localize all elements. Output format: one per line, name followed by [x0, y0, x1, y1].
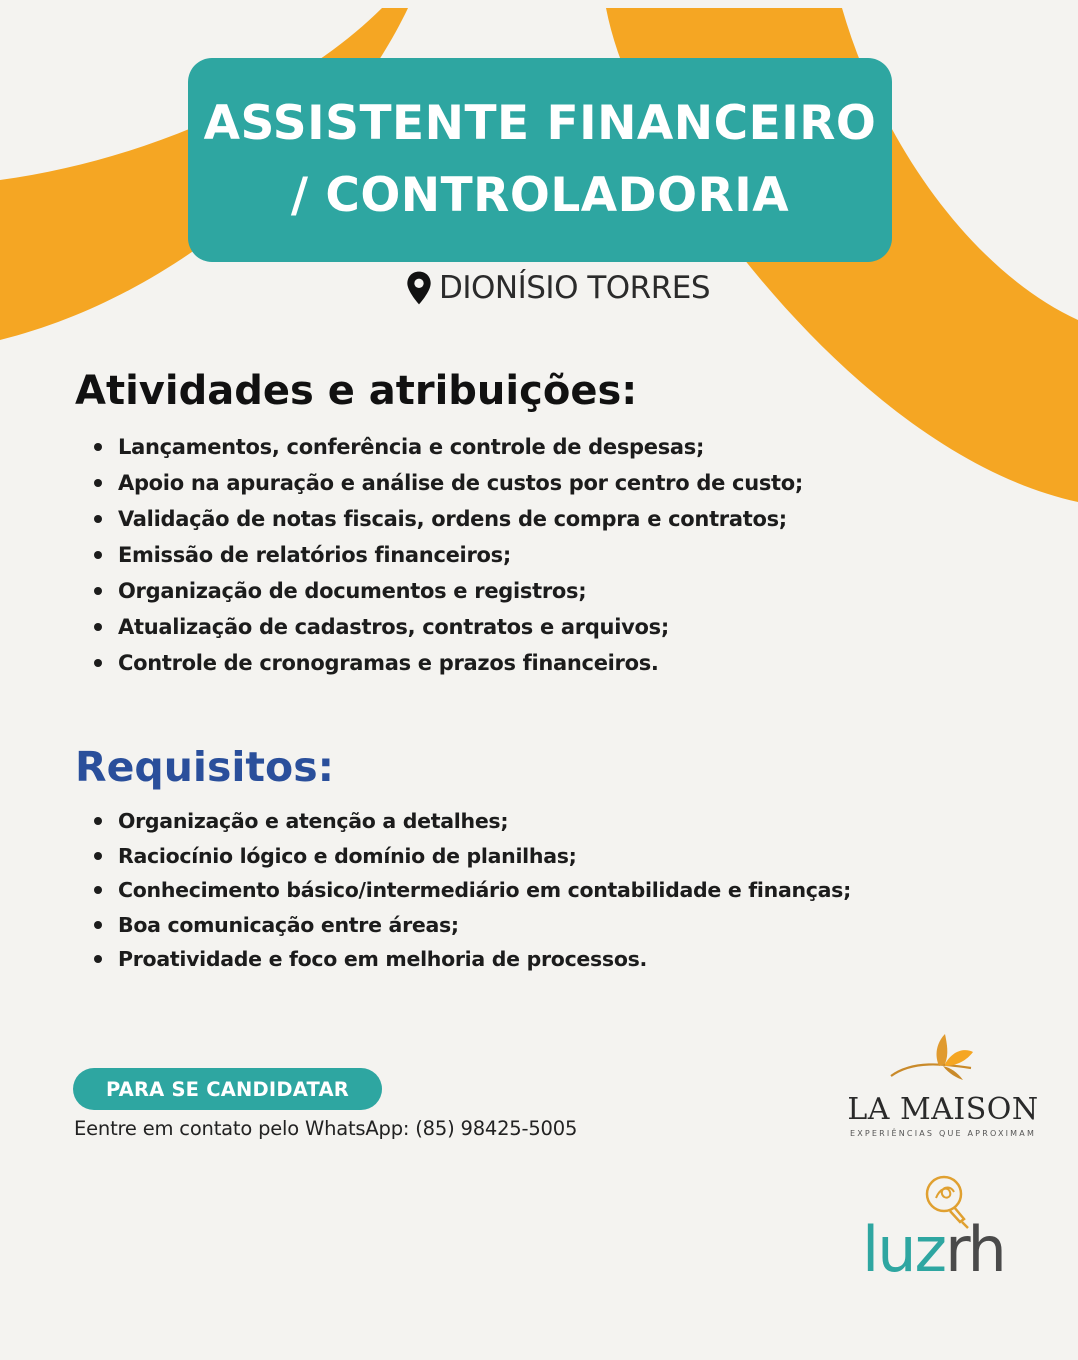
job-title-banner	[188, 58, 892, 262]
job-title-line-1: ASSISTENTE FINANCEIRO	[203, 96, 877, 151]
luzrh-part-rh: rh	[945, 1213, 1005, 1286]
apply-badge: PARA SE CANDIDATAR	[73, 1068, 382, 1110]
la-maison-logo	[843, 1030, 1043, 1148]
butterfly-logo-icon	[883, 1030, 983, 1086]
list-item: Atualização de cadastros, contratos e arquivos;	[92, 609, 803, 645]
list-item: Organização de documentos e registros;	[92, 573, 803, 609]
activities-title: Atividades e atribuições:	[75, 368, 638, 414]
list-item: Conhecimento básico/intermediário em contabilidade e finanças;	[92, 873, 851, 908]
list-item: Proatividade e foco em melhoria de processos.	[92, 942, 851, 977]
map-pin-icon	[405, 270, 433, 306]
list-item: Validação de notas fiscais, ordens de compra e contratos;	[92, 501, 803, 537]
list-item: Raciocínio lógico e domínio de planilhas;	[92, 839, 851, 874]
list-item: Controle de cronogramas e prazos financeiros.	[92, 645, 803, 681]
requirements-list	[92, 804, 851, 977]
list-item: Organização e atenção a detalhes;	[92, 804, 851, 839]
location	[405, 270, 710, 306]
list-item: Boa comunicação entre áreas;	[92, 908, 851, 943]
luzrh-wordmark	[862, 1210, 1005, 1290]
contact-text: Eentre em contato pelo WhatsApp: (85) 98425-5005	[74, 1117, 578, 1140]
activities-list	[92, 429, 803, 681]
list-item: Lançamentos, conferência e controle de despesas;	[92, 429, 803, 465]
job-title-line-2: / CONTROLADORIA	[290, 168, 790, 223]
luzrh-logo	[862, 1170, 1012, 1290]
la-maison-tagline: EXPERIÊNCIAS QUE APROXIMAM	[849, 1129, 1037, 1138]
list-item: Apoio na apuração e análise de custos por centro de custo;	[92, 465, 803, 501]
luzrh-part-luz: luz	[862, 1213, 946, 1286]
la-maison-name: LA MAISON	[847, 1092, 1039, 1127]
requirements-title: Requisitos:	[75, 743, 334, 791]
list-item: Emissão de relatórios financeiros;	[92, 537, 803, 573]
location-label: DIONÍSIO TORRES	[439, 270, 711, 306]
